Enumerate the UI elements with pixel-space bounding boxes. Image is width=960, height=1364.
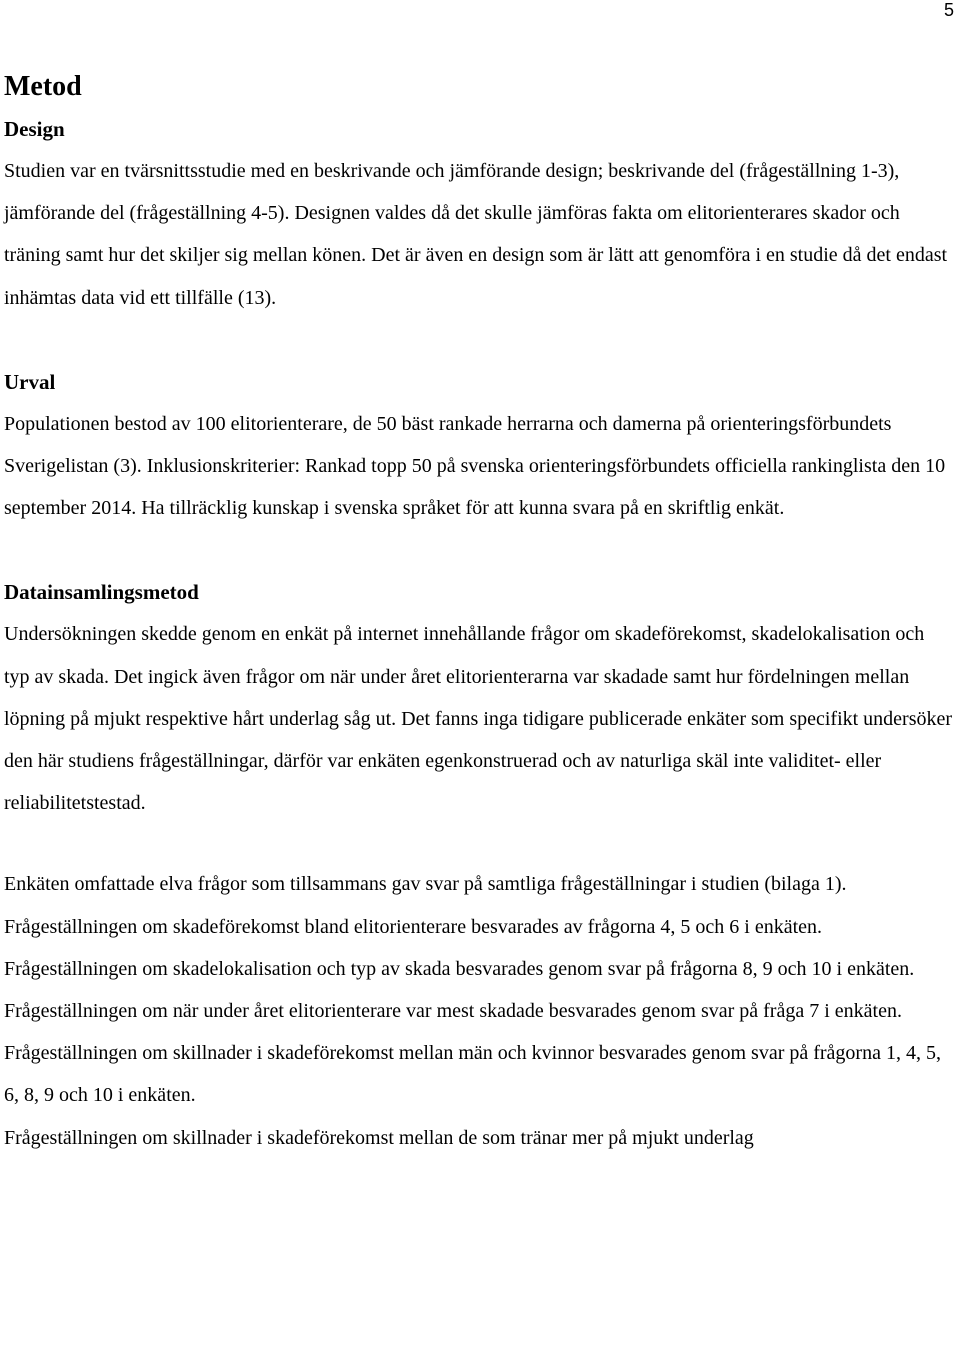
paragraph-datainsamling-2: Enkäten omfattade elva frågor som tillsammans gav svar på samtliga frågeställningar i studien (bilaga 1). Frågeställningen om skadeförekomst bland elitorienterare besvarades av frågorna 4, 5 och 6 i enkäten. — [4, 873, 847, 938]
paragraph-datainsamling-4: Frågeställningen om när under året elitorienterare var mest skadade besvarades genom svar på fråga 7 i enkäten. — [4, 1000, 902, 1023]
paragraph-urval: Populationen bestod av 100 elitorienterare, de 50 bäst rankade herrarna och damerna på orienteringsförbundets Sverigelistan (3). Inklusionskriterier: Rankad topp 50 på svenska orienteringsförbundets officiella rankinglista den 10 september 2014. Ha tillräcklig kunskap i svenska språket för att kunna svara på en skriftlig enkät. — [4, 412, 946, 520]
paragraph-datainsamling-6: Frågeställningen om skillnader i skadeförekomst mellan de som tränar mer på mjukt underlag — [4, 1126, 754, 1149]
paragraph-datainsamling-3: Frågeställningen om skadelokalisation och typ av skada besvarades genom svar på frågorna 8, 9 och 10 i enkäten. — [4, 957, 915, 980]
paragraph-datainsamling-5: Frågeställningen om skillnader i skadeförekomst mellan män och kvinnor besvarades genom svar på frågorna 1, 4, 5, 6, 8, 9 och 10 i enkäten. — [4, 1042, 941, 1107]
section-spacer — [4, 529, 954, 571]
paragraph-design: Studien var en tvärsnittsstudie med en beskrivande och jämförande design; beskrivande del (frågeställning 1-3), jämförande del (frågeställning 4-5). Designen valdes då det skulle jämföras fakta om elitorienterares skador och träning samt hur det skiljer sig mellan könen. Det är även en design som är lätt att genomföra i en studie då det endast inhämtas data vid ett tillfälle (13). — [4, 160, 948, 309]
paragraph-datainsamling-1: Undersökningen skedde genom en enkät på internet innehållande frågor om skadeförekomst, skadelokalisation och typ av skada. Det ingick även frågor om när under året elitorienterarna var skadade samt hur fördelningen mellan löpning på mjukt respektive hårt underlag såg ut. Det fanns inga tidigare publicerade enkäter som specifikt undersöker den här studiens frågeställningar, därför var enkäten egenkonstruerad och av naturliga skäl inte validitet- eller reliabilitetstestad. — [4, 623, 953, 815]
page-number: 5 — [943, 0, 954, 20]
section-title-urval: Urval — [4, 369, 56, 394]
section-spacer — [4, 319, 954, 361]
document-body — [4, 66, 954, 1159]
chapter-heading: Metod — [4, 71, 82, 102]
section-title-design: Design — [4, 117, 65, 141]
section-title-datainsamlingsmetod: Datainsamlingsmetod — [4, 580, 199, 605]
section-spacer — [4, 824, 954, 863]
